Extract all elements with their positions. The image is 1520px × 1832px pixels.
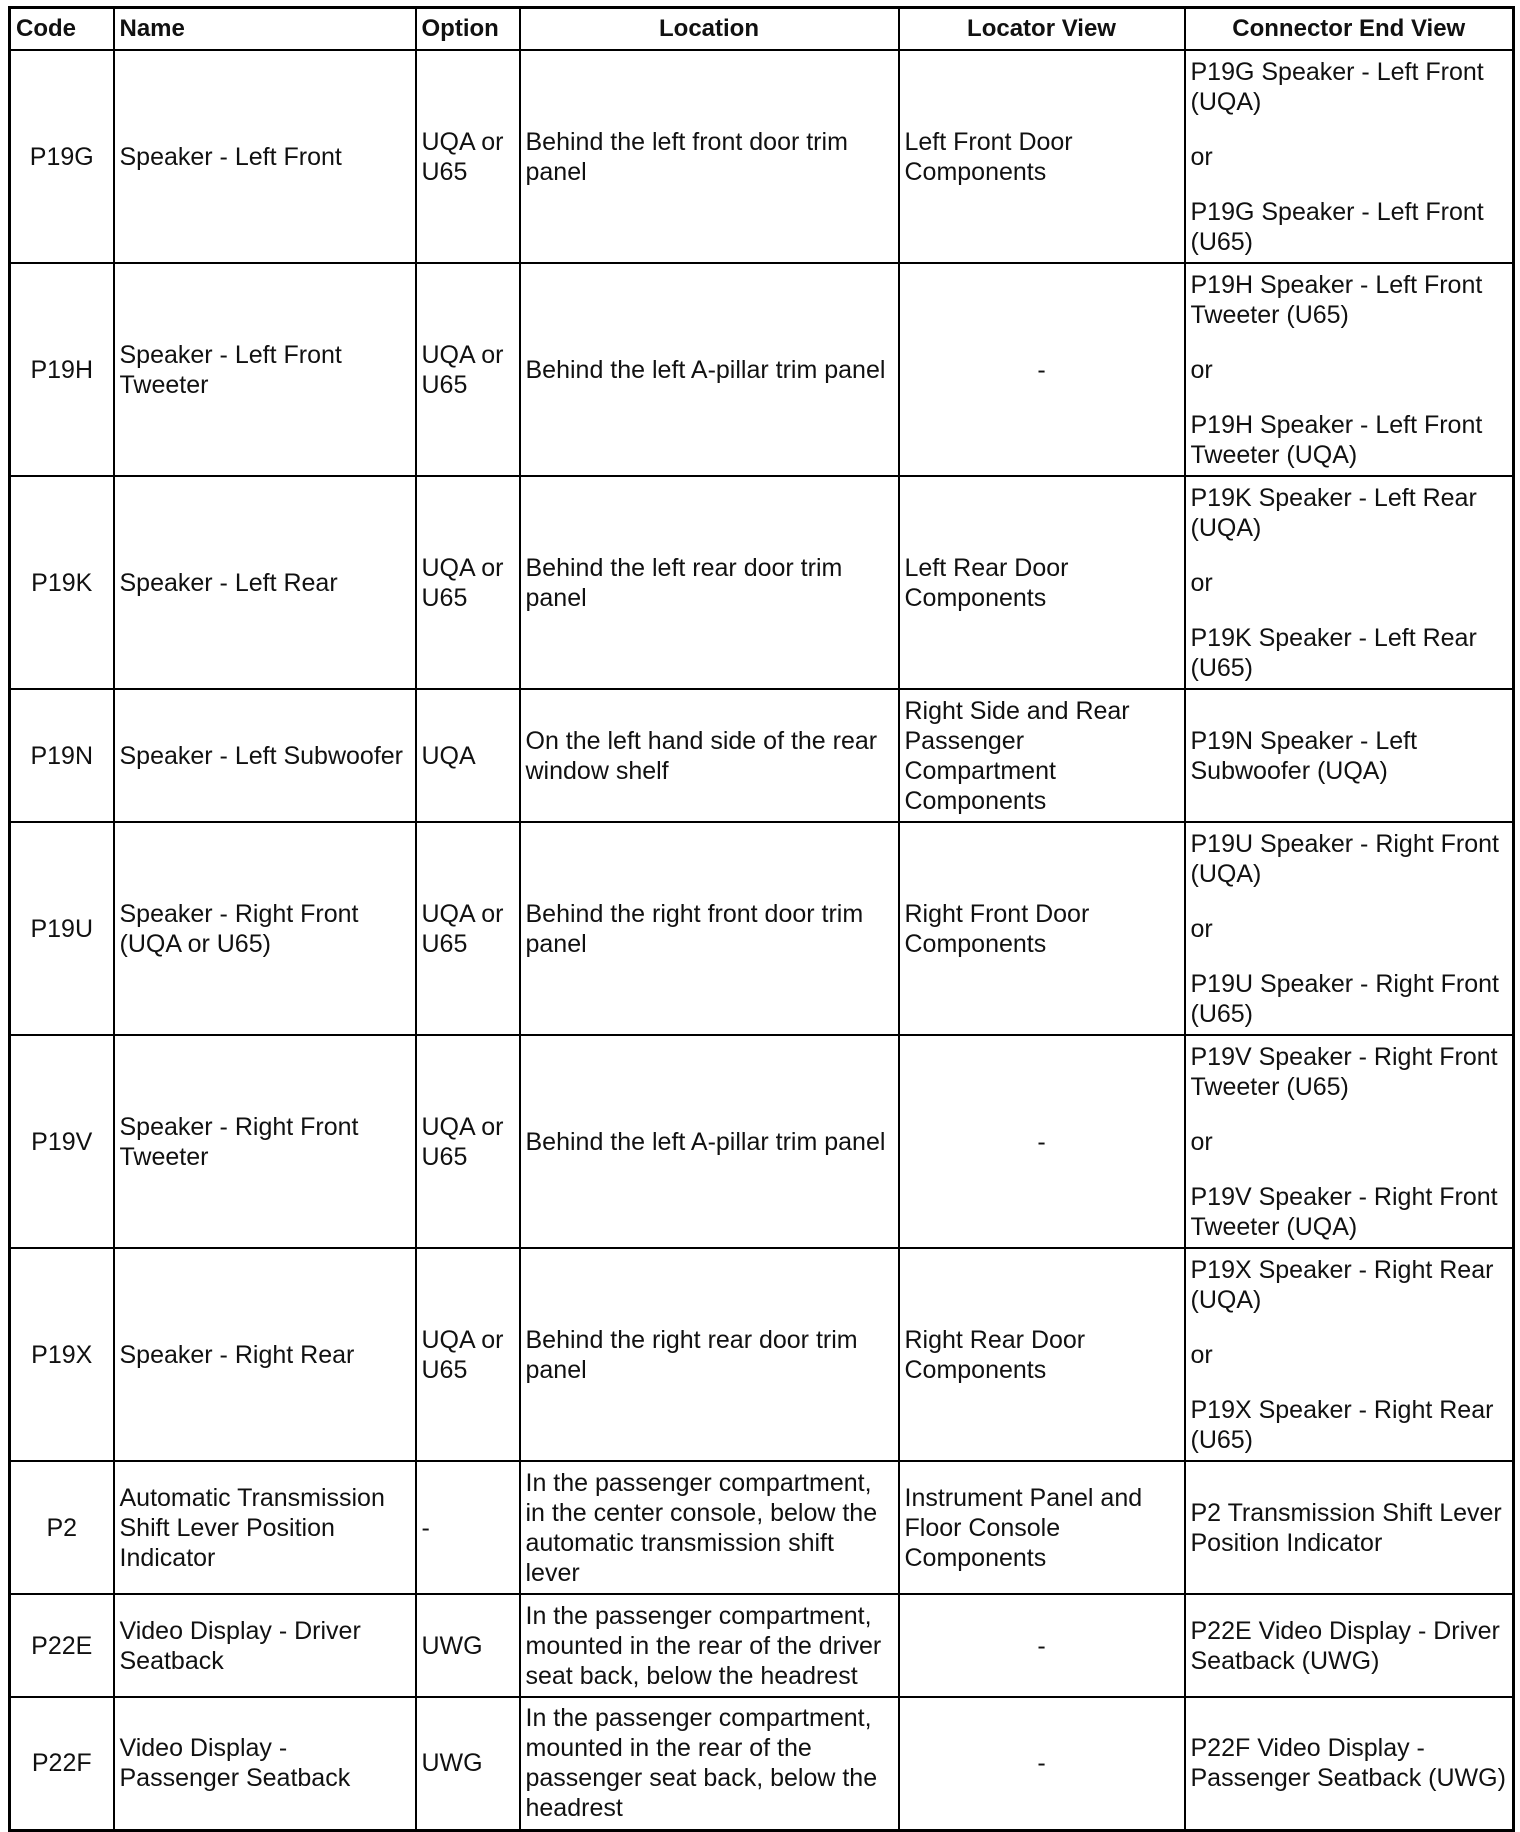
or-text: or [1190,355,1213,384]
code-cell: P19H [10,263,114,476]
option-cell: - [416,1461,520,1594]
location-cell: Behind the left rear door trim panel [520,476,899,689]
connector-link-a[interactable]: P19V Speaker - Right Front Tweeter (U65) [1190,1042,1498,1101]
locator-view-cell: - [899,1035,1185,1248]
location-cell: Behind the right rear door trim panel [520,1248,899,1461]
code-cell: P19K [10,476,114,689]
table-row [10,689,1514,822]
option-cell: UQA or U65 [416,1248,520,1461]
connector-end-view-cell [1185,50,1514,263]
name-cell: Speaker - Left Subwoofer [114,689,416,822]
table-row [10,1697,1514,1830]
location-cell: Behind the left front door trim panel [520,50,899,263]
code-cell: P19N [10,689,114,822]
locator-view-cell: Right Side and Rear Passenger Compartment Components [899,689,1185,822]
code-cell: P19X [10,1248,114,1461]
table-row [10,263,1514,476]
option-cell: UQA or U65 [416,822,520,1035]
name-cell: Speaker - Left Rear [114,476,416,689]
header-option: Option [416,8,520,51]
name-cell: Video Display - Driver Seatback [114,1594,416,1697]
code-cell: P22E [10,1594,114,1697]
option-cell: UQA or U65 [416,50,520,263]
locator-view-cell: - [899,263,1185,476]
location-cell: Behind the left A-pillar trim panel [520,263,899,476]
connector-link-b[interactable]: P19H Speaker - Left Front Tweeter (UQA) [1190,410,1483,469]
table-row [10,50,1514,263]
locator-view-cell: - [899,1697,1185,1830]
header-location: Location [520,8,899,51]
or-text: or [1190,914,1213,943]
connector-link-a[interactable]: P19K Speaker - Left Rear (UQA) [1190,483,1477,542]
connector-link[interactable]: P22F Video Display - Passenger Seatback (UWG) [1190,1734,1506,1793]
locator-view-cell: Right Rear Door Components [899,1248,1185,1461]
option-cell: UWG [416,1697,520,1830]
connector-link-a[interactable]: P19U Speaker - Right Front (UQA) [1190,829,1499,888]
connector-end-view-cell [1185,1461,1514,1594]
connector-link-b[interactable]: P19K Speaker - Left Rear (U65) [1190,623,1477,682]
connector-link-b[interactable]: P19U Speaker - Right Front (U65) [1190,969,1499,1028]
option-cell: UQA or U65 [416,1035,520,1248]
connector-end-view-cell [1185,1248,1514,1461]
connector-end-view-cell [1185,1594,1514,1697]
or-text: or [1190,1127,1213,1156]
table-row [10,1035,1514,1248]
table-row [10,1461,1514,1594]
connector-table-wrapper [8,6,1515,1832]
or-text: or [1190,142,1213,171]
table-row [10,1594,1514,1697]
table-row [10,476,1514,689]
connector-link[interactable]: P22E Video Display - Driver Seatback (UWG) [1190,1616,1500,1675]
header-name: Name [114,8,416,51]
connector-end-view-cell [1185,476,1514,689]
option-cell: UQA or U65 [416,263,520,476]
location-cell: Behind the right front door trim panel [520,822,899,1035]
code-cell: P19U [10,822,114,1035]
connector-link-b[interactable]: P19X Speaker - Right Rear (U65) [1190,1395,1494,1454]
connector-table [8,6,1515,1832]
name-cell: Speaker - Left Front Tweeter [114,263,416,476]
header-row [10,8,1514,51]
connector-link-a[interactable]: P19X Speaker - Right Rear (UQA) [1190,1255,1494,1314]
connector-end-view-cell [1185,1035,1514,1248]
locator-view-cell: Left Rear Door Components [899,476,1185,689]
name-cell: Video Display - Passenger Seatback [114,1697,416,1830]
code-cell: P22F [10,1697,114,1830]
connector-link-a[interactable]: P19G Speaker - Left Front (UQA) [1190,57,1484,116]
connector-end-view-cell [1185,689,1514,822]
location-cell: On the left hand side of the rear window shelf [520,689,899,822]
table-row [10,1248,1514,1461]
location-cell: Behind the left A-pillar trim panel [520,1035,899,1248]
option-cell: UQA or U65 [416,476,520,689]
name-cell: Speaker - Right Front (UQA or U65) [114,822,416,1035]
location-cell: In the passenger compartment, mounted in the rear of the driver seat back, below the headrest [520,1594,899,1697]
connector-link-b[interactable]: P19V Speaker - Right Front Tweeter (UQA) [1190,1182,1498,1241]
name-cell: Speaker - Right Rear [114,1248,416,1461]
location-cell: In the passenger compartment, mounted in the rear of the passenger seat back, below the headrest [520,1697,899,1830]
option-cell: UQA [416,689,520,822]
connector-end-view-cell [1185,822,1514,1035]
connector-link-b[interactable]: P19G Speaker - Left Front (U65) [1190,197,1484,256]
connector-link[interactable]: P19N Speaker - Left Subwoofer (UQA) [1190,726,1418,785]
connector-link[interactable]: P2 Transmission Shift Lever Position Indicator [1190,1498,1502,1557]
code-cell: P2 [10,1461,114,1594]
or-text: or [1190,1340,1213,1369]
option-cell: UWG [416,1594,520,1697]
locator-view-cell: - [899,1594,1185,1697]
connector-end-view-cell [1185,1697,1514,1830]
locator-view-cell: Instrument Panel and Floor Console Components [899,1461,1185,1594]
name-cell: Speaker - Right Front Tweeter [114,1035,416,1248]
header-locator-view: Locator View [899,8,1185,51]
header-connector-end-view: Connector End View [1185,8,1514,51]
name-cell: Automatic Transmission Shift Lever Position Indicator [114,1461,416,1594]
location-cell: In the passenger compartment, in the center console, below the automatic transmission shift lever [520,1461,899,1594]
code-cell: P19G [10,50,114,263]
table-row [10,822,1514,1035]
locator-view-cell: Left Front Door Components [899,50,1185,263]
connector-link-a[interactable]: P19H Speaker - Left Front Tweeter (U65) [1190,270,1483,329]
locator-view-cell: Right Front Door Components [899,822,1185,1035]
connector-end-view-cell [1185,263,1514,476]
or-text: or [1190,568,1213,597]
name-cell: Speaker - Left Front [114,50,416,263]
code-cell: P19V [10,1035,114,1248]
header-code: Code [10,8,114,51]
